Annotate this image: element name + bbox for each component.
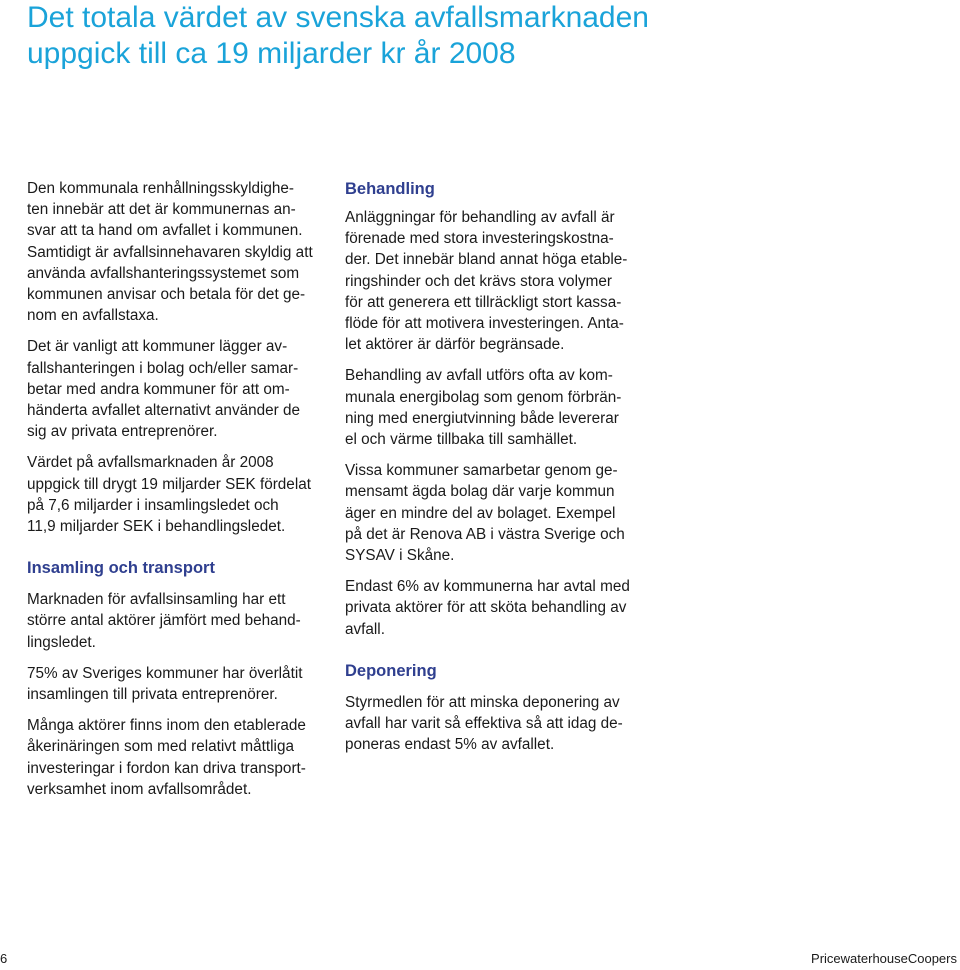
page-title: Det totala värdet av svenska avfallsmarknaden uppgick till ca 19 miljarder kr år 2008 [27, 1, 649, 70]
section-heading-behandling: Behandling [345, 180, 435, 198]
footer-brand: PricewaterhouseCoopers [811, 951, 957, 966]
left-column [27, 178, 332, 810]
paragraph-collection-actors: Många aktörer finns inom den etablerade åkerinäringen som med relativt måttliga investeringar i fordon kan driva transport- verksamhet inom avfallsområdet. [27, 717, 306, 798]
right-column [345, 178, 650, 765]
paragraph-collection-market: Marknaden för avfallsinsamling har ett större antal aktörer jämfört med behand- lingsledet. [27, 591, 301, 651]
section-heading-insamling: Insamling och transport [27, 559, 215, 578]
page-number: 6 [0, 951, 8, 966]
paragraph-treatment-costs: Anläggningar för behandling av avfall är förenade med stora investeringskostna- der. Det innebär bland annat höga etable- ringshinder och det krävs stora volymer för att generera ett tillräckligt stort kassa- flöde för att motivera investeringen. Anta- let aktörer är därför begränsade. [345, 209, 628, 354]
section-heading-deponering: Deponering [345, 661, 437, 680]
paragraph-municipal-companies: Det är vanligt att kommuner lägger av- fallshanteringen i bolag och/eller samar- betar med andra kommuner för att om- händerta avfallet alternativt använder de sig av privata entreprenörer. [27, 338, 300, 441]
paragraph-market-value: Värdet på avfallsmarknaden år 2008 uppgick till drygt 19 miljarder SEK fördelat på 7,6 miljarder i insamlingsledet och 11,9 miljarder SEK i behandlingsledet. [27, 454, 311, 536]
paragraph-landfill: Styrmedlen för att minska deponering av avfall har varit så effektiva så att idag de- poneras endast 5% av avfallet. [345, 693, 623, 754]
paragraph-municipal-responsibility: Den kommunala renhållningsskyldighe- ten innebär att det är kommunernas an- svar att ta hand om avfallet i kommunen. Samtidigt är avfallsinnehavaren skyldig att använda avfallshanteringssystemet som kommunen anvisar och betala för det ge- nom en avfallstaxa. [27, 180, 313, 325]
paragraph-collection-share: 75% av Sveriges kommuner har överlåtit insamlingen till privata entreprenörer. [27, 664, 303, 704]
paragraph-treatment-cooperation: Vissa kommuner samarbetar genom ge- mensamt ägda bolag där varje kommun äger en mindre del av bolaget. Exempel på det är Renova AB i västra Sverige och SYSAV i Skåne. [345, 462, 625, 565]
paragraph-treatment-energy: Behandling av avfall utförs ofta av kom- munala energibolag som genom förbrän- ning med energiutvinning både levererar el och värme tillbaka till samhället. [345, 367, 622, 449]
paragraph-treatment-private: Endast 6% av kommunerna har avtal med privata aktörer för att sköta behandling av avfall. [345, 578, 630, 638]
